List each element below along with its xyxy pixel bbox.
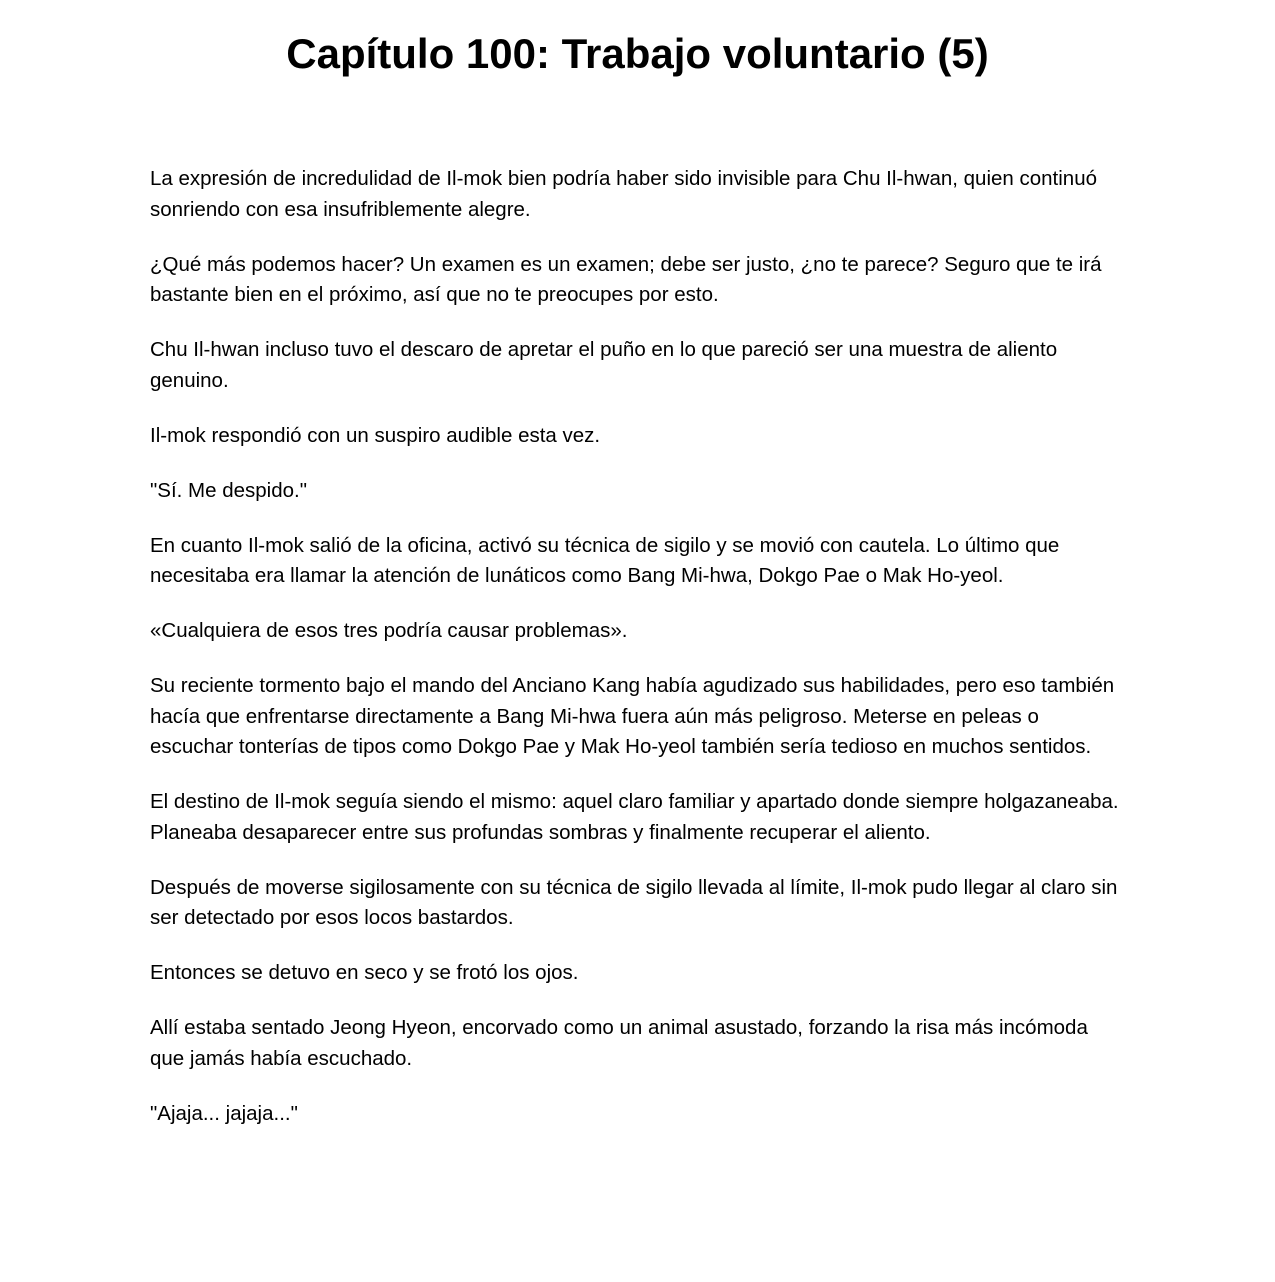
paragraph: Entonces se detuvo en seco y se frotó los ojos. bbox=[150, 961, 579, 984]
paragraph: «Cualquiera de esos tres podría causar problemas». bbox=[150, 619, 628, 642]
paragraph: Su reciente tormento bajo el mando del Anciano Kang había agudizado sus habilidades, pero eso también hacía que enfrentarse directamente a Bang Mi-hwa fuera aún más peligroso. Meterse en peleas o escuchar tonterías de tipos como Dokgo Pae y Mak Ho-yeol también sería tedioso en muchos sentidos. bbox=[150, 674, 1115, 758]
paragraph: "Ajaja... jajaja..." bbox=[150, 1101, 298, 1125]
paragraph: Allí estaba sentado Jeong Hyeon, encorvado como un animal asustado, forzando la risa más incómoda que jamás había escuchado. bbox=[150, 1016, 1088, 1070]
paragraph: ¿Qué más podemos hacer? Un examen es un examen; debe ser justo, ¿no te parece? Seguro que te irá bastante bien en el próximo, así que no te preocupes por esto. bbox=[150, 252, 1102, 306]
chapter-title: Capítulo 100: Trabajo voluntario (5) bbox=[286, 30, 989, 77]
paragraph: Chu Il-hwan incluso tuvo el descaro de apretar el puño en lo que pareció ser una muestra de aliento genuino. bbox=[150, 338, 1058, 392]
paragraph: "Sí. Me despido." bbox=[150, 478, 307, 502]
paragraph: Después de moverse sigilosamente con su técnica de sigilo llevada al límite, Il-mok pudo llegar al claro sin ser detectado por esos locos bastardos. bbox=[150, 875, 1118, 929]
chapter-body bbox=[150, 164, 1120, 1154]
paragraph: El destino de Il-mok seguía siendo el mismo: aquel claro familiar y apartado donde siempre holgazaneaba. Planeaba desaparecer entre sus profundas sombras y finalmente recuperar el aliento. bbox=[150, 790, 1119, 844]
paragraph: Il-mok respondió con un suspiro audible esta vez. bbox=[150, 423, 601, 447]
paragraph: En cuanto Il-mok salió de la oficina, activó su técnica de sigilo y se movió con cautela. Lo último que necesitaba era llamar la atención de lunáticos como Bang Mi-hwa, Dokgo Pae o Mak Ho-yeol. bbox=[150, 533, 1060, 587]
paragraph: La expresión de incredulidad de Il-mok bien podría haber sido invisible para Chu Il-hwan, quien continuó sonriendo con esa insufriblemente alegre. bbox=[150, 167, 1098, 221]
